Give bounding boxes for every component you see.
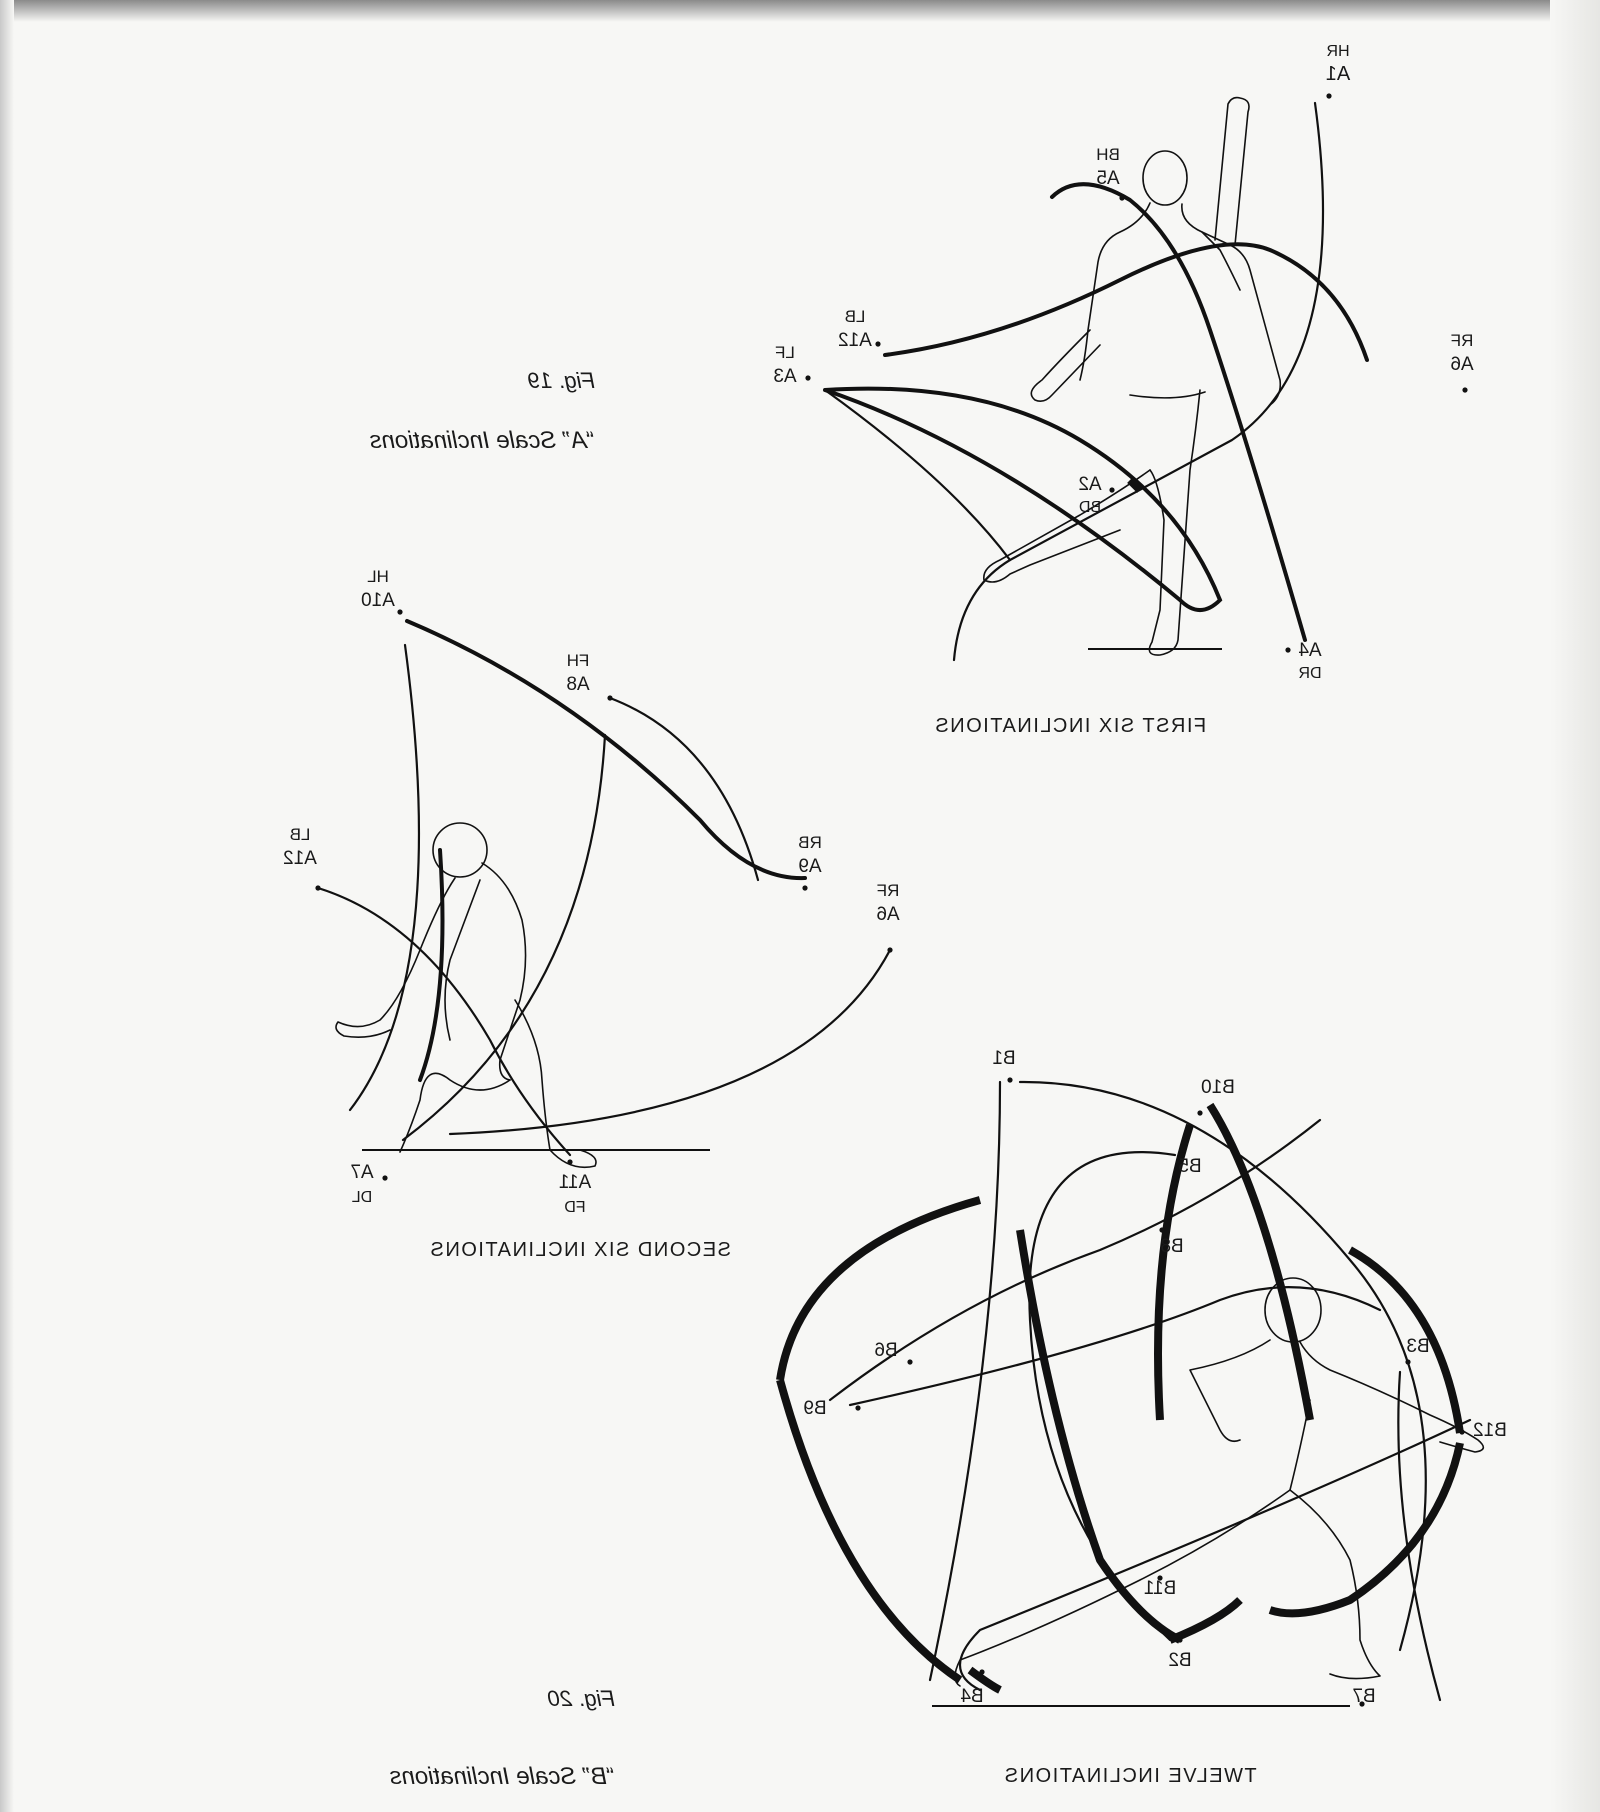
diagram-first-six-inclinations bbox=[773, 43, 1473, 737]
fig19-title: “A” Scale Inclinations bbox=[369, 427, 595, 454]
subtitle-first-six: FIRST SIX INCLINATIONS bbox=[933, 715, 1207, 737]
point-label-a1 bbox=[1326, 43, 1350, 99]
svg-text:A12: A12 bbox=[838, 330, 872, 351]
svg-text:RF: RF bbox=[1450, 331, 1474, 350]
svg-text:B6: B6 bbox=[874, 1340, 898, 1361]
figure-raised-arm-left bbox=[1182, 204, 1280, 405]
svg-text:A5: A5 bbox=[1096, 168, 1120, 189]
point-label-b9 bbox=[803, 1398, 860, 1419]
inclination-b12-b4 bbox=[960, 1420, 1470, 1690]
inclination-a6-a7 bbox=[450, 950, 890, 1134]
point-label-b6 bbox=[874, 1340, 912, 1365]
crouching-figure-back bbox=[482, 863, 526, 1080]
point-label-a5 bbox=[1096, 145, 1124, 201]
svg-text:B7: B7 bbox=[1352, 1686, 1376, 1707]
point-label-a12-second bbox=[283, 825, 321, 891]
svg-text:A6: A6 bbox=[1450, 354, 1474, 375]
point-label-b8 bbox=[1159, 1227, 1183, 1257]
svg-text:HR: HR bbox=[1326, 43, 1350, 60]
point-label-a8 bbox=[566, 651, 612, 701]
svg-text:A6: A6 bbox=[876, 904, 900, 925]
svg-text:A10: A10 bbox=[361, 590, 395, 611]
inclination-b9-b10 bbox=[830, 1120, 1320, 1400]
point-label-b12 bbox=[1459, 1420, 1507, 1441]
svg-text:FH: FH bbox=[566, 651, 590, 670]
point-label-b3 bbox=[1405, 1336, 1429, 1365]
svg-text:B10: B10 bbox=[1201, 1077, 1235, 1098]
point-label-b11 bbox=[1144, 1575, 1176, 1599]
svg-text:B3: B3 bbox=[1406, 1336, 1430, 1357]
svg-text:A4: A4 bbox=[1298, 640, 1322, 661]
svg-text:BD: BD bbox=[1078, 499, 1102, 516]
fig20-caption bbox=[390, 1686, 615, 1790]
diagram-twelve-inclinations bbox=[780, 1048, 1507, 1787]
svg-text:LB: LB bbox=[289, 825, 311, 844]
inclination-a10-a7 bbox=[350, 645, 419, 1110]
inclination-a1-a4 bbox=[954, 103, 1323, 660]
svg-text:BH: BH bbox=[1096, 145, 1120, 164]
svg-text:B12: B12 bbox=[1473, 1420, 1507, 1441]
inclination-a5-a2 bbox=[1052, 184, 1305, 640]
svg-text:B1: B1 bbox=[992, 1048, 1016, 1069]
figure-right-side bbox=[1080, 203, 1150, 380]
svg-text:B8: B8 bbox=[1160, 1236, 1184, 1257]
svg-text:LB: LB bbox=[844, 307, 866, 326]
subtitle-twelve: TWELVE INCLINATIONS bbox=[1003, 1765, 1257, 1787]
svg-text:A1: A1 bbox=[1325, 63, 1351, 85]
figure-raised-arm bbox=[1215, 98, 1249, 245]
figure-hips bbox=[1130, 392, 1205, 398]
diagram-second-six-inclinations bbox=[283, 567, 900, 1261]
inclination-a8-a7 bbox=[403, 735, 605, 1140]
point-label-a10 bbox=[361, 567, 403, 615]
inclination-b1-b4 bbox=[930, 1082, 1000, 1680]
inclination-b10-b12 bbox=[1210, 1105, 1310, 1420]
inclination-a3-a2 bbox=[825, 390, 1010, 560]
svg-text:A12: A12 bbox=[283, 848, 317, 869]
fig19-number: Fig. 19 bbox=[527, 368, 595, 393]
svg-text:LF: LF bbox=[775, 343, 795, 362]
point-label-a6 bbox=[1450, 331, 1473, 393]
point-label-a7 bbox=[350, 1162, 387, 1206]
inclination-b2-left bbox=[1170, 1600, 1240, 1640]
lunging-figure-back-arm bbox=[1190, 1340, 1270, 1441]
subtitle-second-six: SECOND SIX INCLINATIONS bbox=[429, 1239, 731, 1261]
point-label-a6-second bbox=[876, 881, 899, 953]
crouching-figure-knee bbox=[400, 1073, 510, 1152]
svg-text:DL: DL bbox=[351, 1189, 373, 1206]
crouching-figure-leg bbox=[515, 1000, 596, 1167]
inclination-b6-b4 bbox=[780, 1380, 960, 1680]
point-label-a12 bbox=[838, 307, 881, 351]
svg-text:A7: A7 bbox=[350, 1162, 374, 1183]
svg-text:FD: FD bbox=[564, 1199, 586, 1216]
point-label-a3 bbox=[773, 343, 810, 387]
svg-text:A11: A11 bbox=[558, 1172, 592, 1193]
point-label-a9 bbox=[798, 833, 822, 891]
figure-head bbox=[1143, 151, 1187, 205]
fig20-number: Fig. 20 bbox=[547, 1686, 615, 1711]
svg-text:A9: A9 bbox=[798, 856, 822, 877]
svg-text:B5: B5 bbox=[1178, 1156, 1202, 1177]
figure-lower-arm-right bbox=[1031, 330, 1100, 401]
svg-text:A8: A8 bbox=[566, 674, 590, 695]
fig19-caption bbox=[370, 368, 595, 454]
point-label-a4 bbox=[1285, 640, 1321, 682]
figure-extended-leg bbox=[984, 470, 1150, 582]
svg-text:DR: DR bbox=[1298, 665, 1322, 682]
point-label-a2 bbox=[1078, 474, 1114, 516]
standing-figure bbox=[984, 98, 1280, 655]
fig20-title: “B” Scale Inclinations bbox=[389, 1763, 615, 1790]
inclination-b12-upper bbox=[1350, 1250, 1460, 1433]
inclination-thick-segment bbox=[420, 850, 443, 1080]
svg-text:HL: HL bbox=[367, 567, 389, 586]
svg-text:B2: B2 bbox=[1168, 1650, 1192, 1671]
svg-text:B4: B4 bbox=[960, 1686, 984, 1707]
point-label-b7 bbox=[1352, 1686, 1375, 1707]
crouching-figure bbox=[336, 823, 710, 1167]
point-label-b1 bbox=[992, 1048, 1015, 1083]
point-label-b5 bbox=[1178, 1152, 1201, 1177]
inclination-a12-a6 bbox=[885, 244, 1367, 360]
svg-text:B11: B11 bbox=[1143, 1578, 1177, 1599]
svg-text:RF: RF bbox=[876, 881, 900, 900]
svg-text:A3: A3 bbox=[773, 366, 797, 387]
svg-text:B9: B9 bbox=[803, 1398, 827, 1419]
svg-text:RB: RB bbox=[798, 833, 822, 852]
svg-text:A2: A2 bbox=[1078, 474, 1102, 495]
